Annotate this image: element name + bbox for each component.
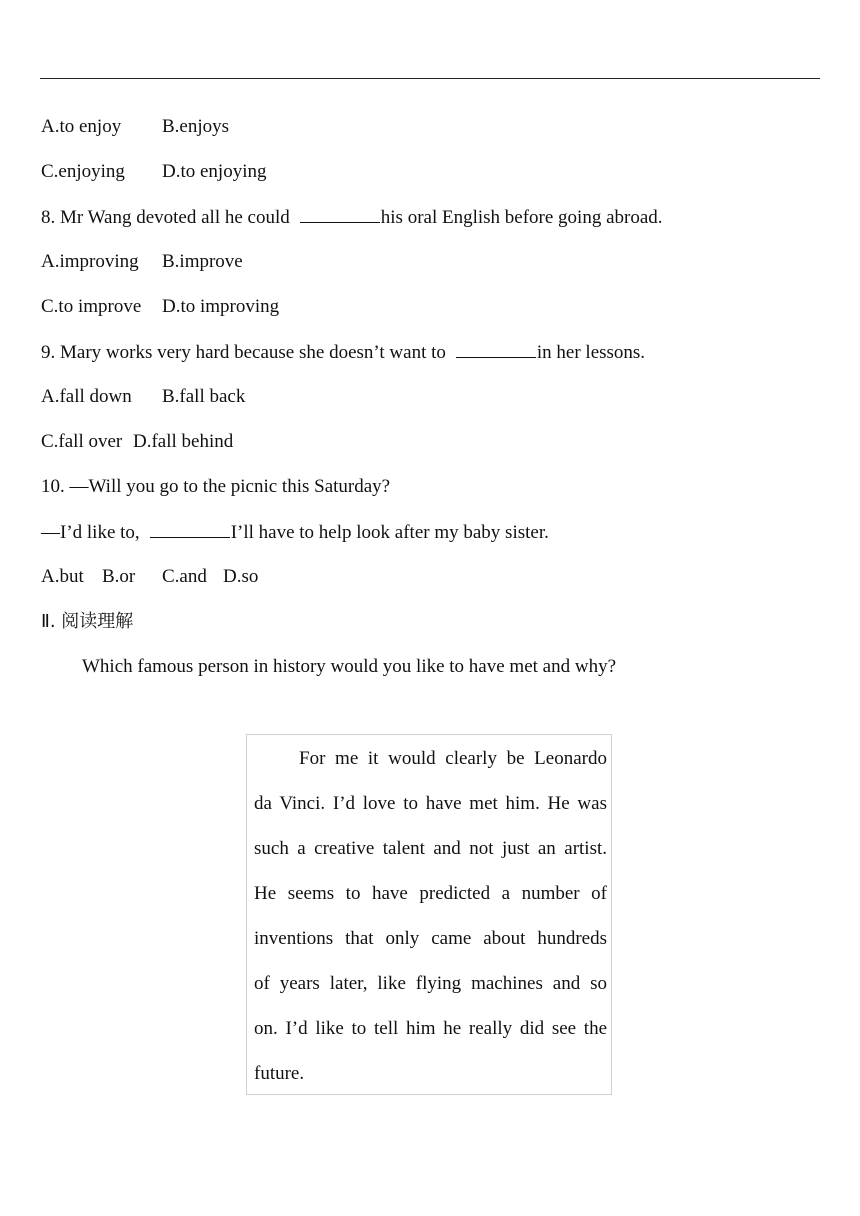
q7-options-row-1 xyxy=(41,116,229,138)
q9-blank xyxy=(456,341,536,358)
q10-reply xyxy=(41,521,549,544)
q10-blank xyxy=(150,521,230,538)
q8-option-c: C.to improve xyxy=(41,296,142,317)
q10-option-a: A.but xyxy=(41,566,84,587)
passage-line: inventions that only came about hundreds xyxy=(254,928,607,949)
q8-stem xyxy=(41,206,663,229)
section-title: Ⅱ. 阅读理解 xyxy=(41,611,134,632)
q7-options-row-2 xyxy=(41,161,267,183)
q8-options-row-1 xyxy=(41,251,243,273)
passage-line: future. xyxy=(254,1063,305,1084)
q8-option-b: B.improve xyxy=(162,251,243,272)
passage-box xyxy=(246,734,612,1095)
q10-reply-after: I’ll have to help look after my baby sister. xyxy=(230,522,549,543)
q10-stem-text: 10. —Will you go to the picnic this Saturday? xyxy=(41,476,391,497)
q9-stem-before: 9. Mary works very hard because she doesn’t want to xyxy=(41,342,446,363)
q10-option-d: D.so xyxy=(223,566,259,587)
q9-option-c: C.fall over xyxy=(41,431,123,452)
q8-blank xyxy=(300,206,380,223)
passage-line: of years later, like flying machines and so xyxy=(254,973,607,994)
q7-option-b: B.enjoys xyxy=(162,116,230,137)
passage-line: such a creative talent and not just an artist. xyxy=(254,838,607,859)
passage-line: For me it would clearly be Leonardo xyxy=(299,748,607,769)
q9-options-row-1 xyxy=(41,386,245,408)
q7-option-a: A.to enjoy xyxy=(41,116,122,137)
q8-option-a: A.improving xyxy=(41,251,139,272)
q9-option-b: B.fall back xyxy=(162,386,246,407)
q9-options-row-2 xyxy=(41,431,233,453)
q8-options-row-2 xyxy=(41,296,279,318)
q8-stem-after: his oral English before going abroad. xyxy=(380,207,663,228)
q10-options xyxy=(41,566,258,588)
q9-option-a: A.fall down xyxy=(41,386,132,407)
q7-option-d: D.to enjoying xyxy=(162,161,267,182)
reading-question: Which famous person in history would you like to have met and why? xyxy=(82,656,617,677)
header-rule xyxy=(40,78,820,79)
passage-line: on. I’d like to tell him he really did see the xyxy=(254,1018,607,1039)
q10-option-b: B.or xyxy=(102,566,136,587)
q9-option-d: D.fall behind xyxy=(133,431,234,452)
q9-stem xyxy=(41,341,645,364)
passage-line: da Vinci. I’d love to have met him. He was xyxy=(254,793,607,814)
q10-reply-before: —I’d like to, xyxy=(41,522,140,543)
q9-stem-after: in her lessons. xyxy=(536,342,646,363)
q7-option-c: C.enjoying xyxy=(41,161,125,182)
passage-line: He seems to have predicted a number of xyxy=(254,883,607,904)
q10-option-c: C.and xyxy=(162,566,207,587)
q8-stem-before: 8. Mr Wang devoted all he could xyxy=(41,207,290,228)
q8-option-d: D.to improving xyxy=(162,296,280,317)
q10-stem xyxy=(41,476,390,498)
